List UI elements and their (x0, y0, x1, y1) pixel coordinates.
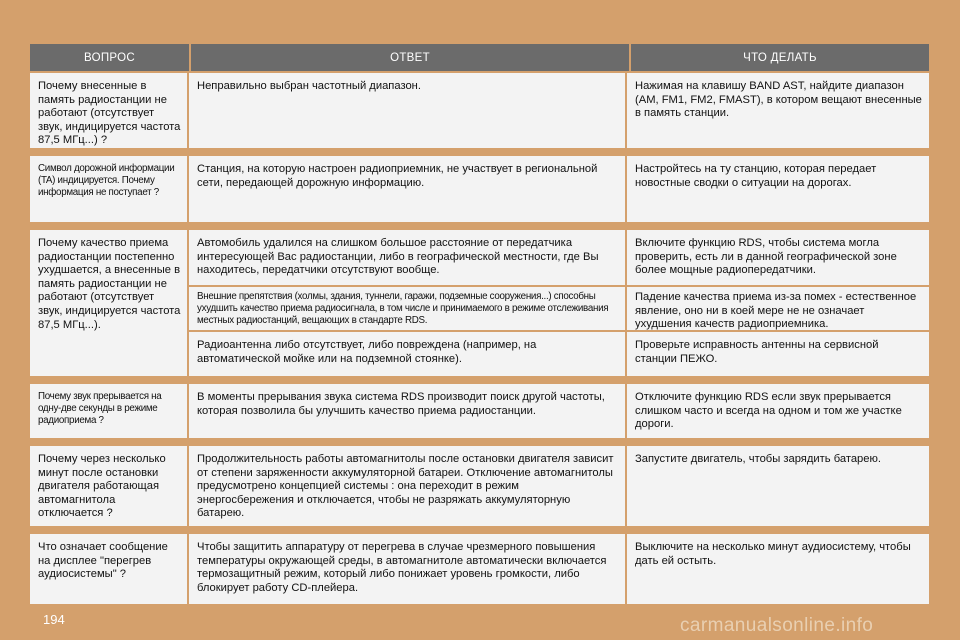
answer-cell: Чтобы защитить аппаратуру от перегрева в случае чрезмерного повышения температуры окружающей среды, в автомагнитоле автоматически включается термозащитный режим, который либо понижает уровень громкости, либо блокирует работу CD-плейера. (189, 534, 627, 604)
answer-cell: В моменты прерывания звука система RDS производит поиск другой частоты, которая позволила бы улучшить качество приема радиостанции. (189, 384, 627, 438)
action-cell: Запустите двигатель, чтобы зарядить батарею. (635, 453, 881, 465)
table-row (30, 230, 929, 376)
answer-cell: Внешние препятствия (холмы, здания, туннели, гаражи, подземные сооружения...) способны ухудшить качество приема радиосигнала, в том числе и принимаемого в режиме отслеживания местных радиостанций, вещающих в стандарте RDS. (189, 287, 627, 330)
watermark: carmanualsonline.info (680, 615, 874, 636)
answer-cell: Продолжительность работы автомагнитолы после остановки двигателя зависит от степени заряженности аккумуляторной батареи. Отключение автомагнитолы предусмотрено концепцией системы : она переходит в режим энергосбережения и отключается, чтобы не разряжать аккумуляторную батарею. (189, 446, 627, 526)
table-row (30, 384, 929, 438)
table-row (30, 73, 929, 148)
question-cell: Символ дорожной информации (TA) индицируется. Почему информация не поступает ? (30, 156, 189, 222)
question-cell: Почему внесенные в память радиостанции не работают (отсутствует звук, индицируется частота 87,5 МГц...) ? (30, 73, 189, 148)
answer-cell: Неправильно выбран частотный диапазон. (189, 73, 627, 148)
sub-row (189, 230, 929, 287)
faq-table (30, 44, 929, 604)
action-cell: Выключите на несколько минут аудиосистему, чтобы дать ей остыть. (635, 541, 911, 567)
header-answer: ОТВЕТ (191, 44, 631, 71)
table-row (30, 534, 929, 604)
answer-cell: Автомобиль удалился на слишком большое расстояние от передатчика интересующей Вас радиостанции, либо в географической местности, где Вы находитесь, передатчики отсутствуют вообще. (189, 230, 627, 285)
question-cell: Почему качество приема радиостанции постепенно ухудшается, а внесенные в память радиостанции не работают (отсутствует звук, индицируется частота 87,5 МГц...). (30, 230, 189, 376)
action-cell: Падение качества приема из-за помех - естественное явление, оно ни в коей мере не не означает ухудшения качеств радиоприемника. (635, 291, 917, 331)
action-cell: Настройтесь на ту станцию, которая передает новостные сводки о ситуации на дорогах. (635, 163, 877, 189)
sub-row (189, 287, 929, 332)
page-number: 194 (43, 612, 65, 627)
table-header (30, 44, 929, 73)
answer-cell: Станция, на которую настроен радиоприемник, не участвует в региональной сети, передающей дорожную информацию. (189, 156, 627, 222)
answer-cell: Радиоантенна либо отсутствует, либо повреждена (например, на автоматической мойке или на подземной стоянке). (189, 332, 627, 376)
action-cell: Нажимая на клавишу BAND AST, найдите диапазон (AM, FM1, FM2, FMAST), в котором вещают внесенные в память станции. (635, 80, 922, 120)
header-action: ЧТО ДЕЛАТЬ (743, 51, 817, 64)
question-cell: Почему через несколько минут после остановки двигателя работающая автомагнитола отключается ? (30, 446, 189, 526)
table-row (30, 156, 929, 222)
action-cell: Отключите функцию RDS если звук прерывается слишком часто и всегда на одном и том же участке дороги. (635, 391, 902, 431)
question-cell: Что означает сообщение на дисплее "перегрев аудиосистемы" ? (30, 534, 189, 604)
header-question: ВОПРОС (30, 44, 191, 71)
action-cell: Включите функцию RDS, чтобы система могла проверить, есть ли в данной географической зоне более мощные радиопередатчики. (635, 237, 897, 277)
sub-rows (189, 230, 929, 376)
sub-row (189, 332, 929, 376)
action-cell: Проверьте исправность антенны на сервисной станции ПЕЖО. (635, 339, 879, 365)
table-row (30, 446, 929, 526)
question-cell: Почему звук прерывается на одну-две секунды в режиме радиоприема ? (30, 384, 189, 438)
